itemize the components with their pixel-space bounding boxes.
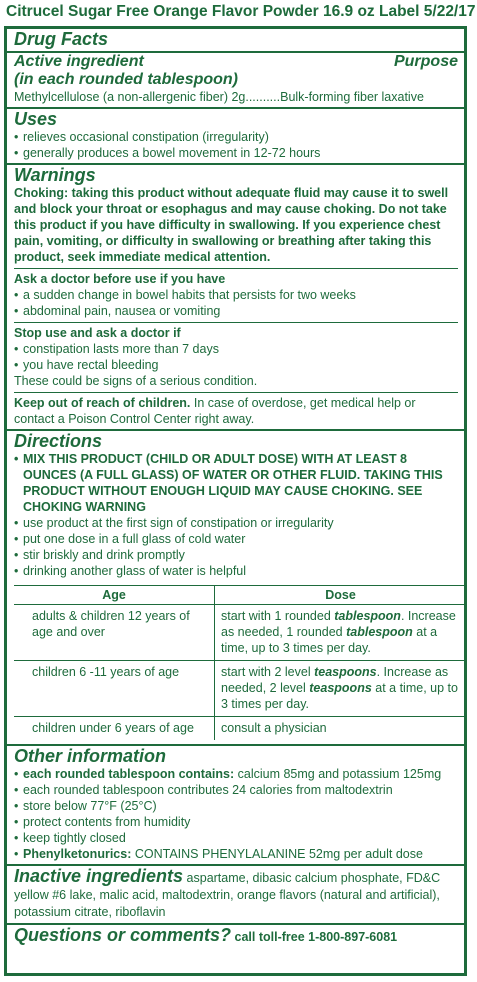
list-item: • relieves occasional constipation (irregularity) [14, 129, 458, 145]
warnings-title: Warnings [14, 165, 96, 185]
table-row [14, 605, 466, 661]
directions-section [7, 431, 464, 746]
choking-warning: Choking: taking this product without adequate fluid may cause it to swell and block your throat or esophagus and may cause choking. Do not take this product if you have difficulty in swallowing. If you experience chest pain, vomiting, or difficulty in swallowing or breathing after taking this product, seek immediate medical attention. [14, 186, 449, 264]
ask-doctor-heading: Ask a doctor before use if you have [14, 272, 226, 286]
questions-section [7, 925, 464, 947]
questions-phone: call toll-free 1-800-897-6081 [231, 930, 398, 944]
stop-use-note: These could be signs of a serious condition. [14, 374, 258, 388]
list-item: • each rounded tablespoon contributes 24 calories from maltodextrin [14, 782, 458, 798]
keep-out-bold: Keep out of reach of children. [14, 396, 191, 410]
list-item: • Phenylketonurics: CONTAINS PHENYLALANINE 52mg per adult dose [14, 846, 458, 862]
drug-facts-panel [4, 26, 467, 976]
list-item: • put one dose in a full glass of cold water [14, 531, 458, 547]
list-item: • drinking another glass of water is helpful [14, 563, 458, 579]
list-item: • store below 77°F (25°C) [14, 798, 458, 814]
table-row [14, 717, 466, 741]
active-ingredient-subheading: (in each rounded tablespoon) [14, 71, 239, 88]
list-item: • generally produces a bowel movement in 12-72 hours [14, 145, 458, 161]
inactive-ingredients-title: Inactive ingredients [14, 866, 184, 886]
questions-title: Questions or comments? [14, 925, 232, 945]
drug-facts-title: Drug Facts [14, 29, 109, 49]
label-header: Citrucel Sugar Free Orange Flavor Powder 16.9 oz Label 5/22/17 [6, 3, 476, 20]
keep-out-text: In case of overdose, get medical help or contact a Poison Control Center right away. [14, 396, 416, 426]
inactive-ingredients [14, 866, 458, 921]
age-cell: adults & children 12 years of age and over [14, 605, 215, 661]
purpose-heading: Purpose [393, 53, 458, 70]
dose-cell: consult a physician [215, 717, 467, 741]
ingredient-line [14, 89, 458, 105]
active-ingredient-heading: Active ingredient [14, 53, 144, 70]
list-item: • constipation lasts more than 7 days [14, 341, 458, 357]
list-item: • use product at the first sign of constipation or irregularity [14, 515, 458, 531]
list-item: • each rounded tablespoon contains: calcium 85mg and potassium 125mg [14, 766, 458, 782]
age-cell: children 6 -11 years of age [14, 661, 215, 717]
ingredient-purpose: Bulk-forming fiber laxative [280, 90, 424, 104]
list-item: • MIX THIS PRODUCT (CHILD OR ADULT DOSE) WITH AT LEAST 8 OUNCES (A FULL GLASS) OF WATER OR OTHER FLUID. TAKING THIS PRODUCT WITHOUT ENOUGH LIQUID MAY CAUSE CHOKING. SEE CHOKING WARNING [14, 451, 458, 515]
ingredient-name: Methylcellulose (a non-allergenic fiber) 2g.......... [14, 90, 281, 104]
dose-cell: start with 2 level teaspoons. Increase as needed, 2 level teaspoons at a time, up to 3 times per day. [215, 661, 467, 717]
list-item: • abdominal pain, nausea or vomiting [14, 303, 458, 319]
table-header-row [14, 586, 466, 605]
list-item: • stir briskly and drink promptly [14, 547, 458, 563]
list-item: • a sudden change in bowel habits that persists for two weeks [14, 287, 458, 303]
inactive-ingredients-text: aspartame, dibasic calcium phosphate, FD&C yellow #6 lake, malic acid, maltodextrin, orange flavors (natural and artificial), potassium citrate, riboflavin [14, 871, 441, 919]
age-column-header: Age [14, 586, 215, 605]
dosage-table [14, 585, 466, 740]
directions-title: Directions [14, 431, 103, 451]
list-item: • protect contents from humidity [14, 814, 458, 830]
stop-use-heading: Stop use and ask a doctor if [14, 326, 181, 340]
active-ingredient-section [7, 53, 464, 109]
list-item: • you have rectal bleeding [14, 357, 458, 373]
keep-out-of-reach [14, 395, 458, 427]
age-cell: children under 6 years of age [32, 721, 194, 735]
other-information-section [7, 746, 464, 866]
warnings-section [7, 165, 464, 431]
uses-title: Uses [14, 109, 58, 129]
dose-cell: start with 1 rounded tablespoon. Increase as needed, 1 rounded tablespoon at a time, up to 3 times per day. [215, 605, 467, 661]
drug-facts-title-section [7, 29, 464, 53]
list-item: • keep tightly closed [14, 830, 458, 846]
dose-column-header: Dose [215, 586, 467, 605]
table-row [14, 661, 466, 717]
questions-line [14, 925, 458, 945]
uses-section [7, 109, 464, 165]
other-information-title: Other information [14, 746, 166, 766]
inactive-ingredients-section [7, 866, 464, 925]
